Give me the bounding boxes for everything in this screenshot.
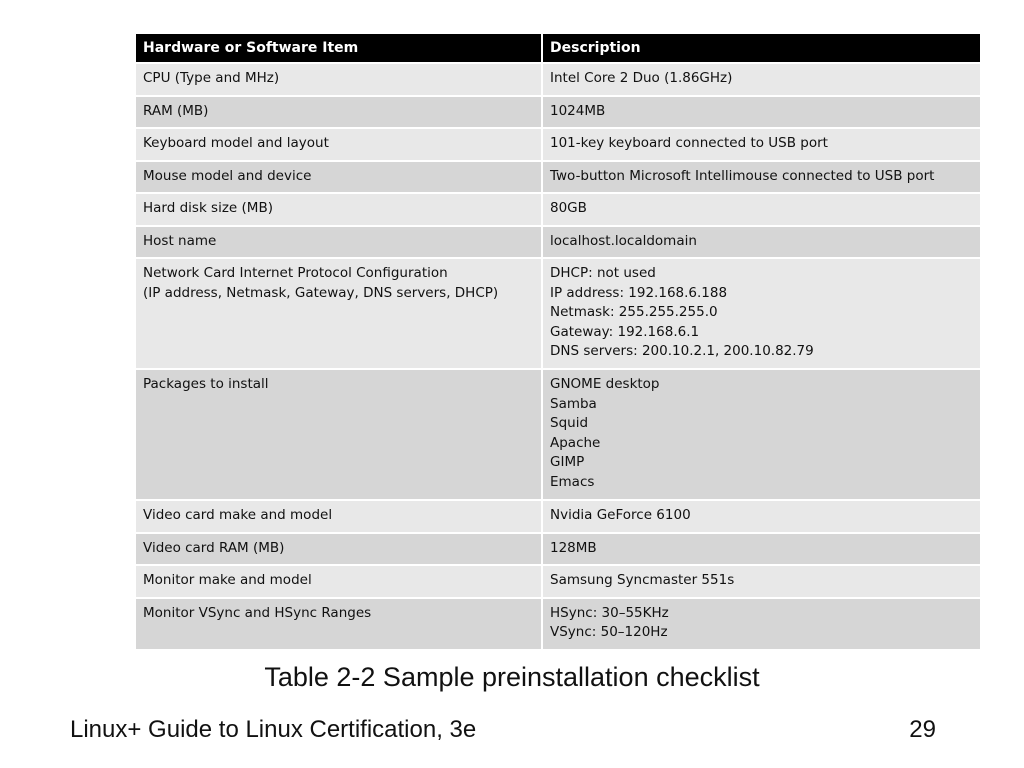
table-row xyxy=(136,500,980,533)
description-cell: Two-button Microsoft Intellimouse connected to USB port xyxy=(542,161,980,194)
item-cell: Network Card Internet Protocol Configuration (IP address, Netmask, Gateway, DNS servers, DHCP) xyxy=(136,258,542,369)
item-cell: Video card RAM (MB) xyxy=(136,533,542,566)
table-row xyxy=(136,128,980,161)
description-cell: 1024MB xyxy=(542,96,980,129)
description-cell: localhost.localdomain xyxy=(542,226,980,259)
item-cell: Host name xyxy=(136,226,542,259)
footer-page-number: 29 xyxy=(909,716,936,743)
item-cell: Monitor make and model xyxy=(136,565,542,598)
table-row xyxy=(136,369,980,500)
description-cell: GNOME desktop Samba Squid Apache GIMP Emacs xyxy=(542,369,980,500)
item-cell: Packages to install xyxy=(136,369,542,500)
header-description: Description xyxy=(542,34,980,63)
item-cell: Mouse model and device xyxy=(136,161,542,194)
item-cell: Keyboard model and layout xyxy=(136,128,542,161)
table-row xyxy=(136,161,980,194)
footer-book-title: Linux+ Guide to Linux Certification, 3e xyxy=(70,716,477,743)
item-cell: CPU (Type and MHz) xyxy=(136,63,542,96)
table-row xyxy=(136,565,980,598)
description-cell: HSync: 30–55KHz VSync: 50–120Hz xyxy=(542,598,980,649)
description-cell: 128MB xyxy=(542,533,980,566)
description-cell: Samsung Syncmaster 551s xyxy=(542,565,980,598)
item-cell: RAM (MB) xyxy=(136,96,542,129)
description-cell: DHCP: not used IP address: 192.168.6.188 Netmask: 255.255.255.0 Gateway: 192.168.6.1 DNS servers: 200.10.2.1, 200.10.82.79 xyxy=(542,258,980,369)
preinstallation-checklist-table xyxy=(136,34,980,649)
header-hardware-or-software-item: Hardware or Software Item xyxy=(136,34,542,63)
table-row xyxy=(136,258,980,369)
table-header-row xyxy=(136,34,980,63)
checklist-table-container xyxy=(136,34,980,649)
item-cell: Hard disk size (MB) xyxy=(136,193,542,226)
description-cell: Intel Core 2 Duo (1.86GHz) xyxy=(542,63,980,96)
table-row xyxy=(136,193,980,226)
table-row xyxy=(136,96,980,129)
table-row xyxy=(136,226,980,259)
item-cell: Monitor VSync and HSync Ranges xyxy=(136,598,542,649)
table-caption: Table 2-2 Sample preinstallation checklist xyxy=(264,662,760,692)
description-cell: 101-key keyboard connected to USB port xyxy=(542,128,980,161)
description-cell: Nvidia GeForce 6100 xyxy=(542,500,980,533)
table-row xyxy=(136,63,980,96)
table-row xyxy=(136,533,980,566)
table-row xyxy=(136,598,980,649)
description-cell: 80GB xyxy=(542,193,980,226)
item-cell: Video card make and model xyxy=(136,500,542,533)
